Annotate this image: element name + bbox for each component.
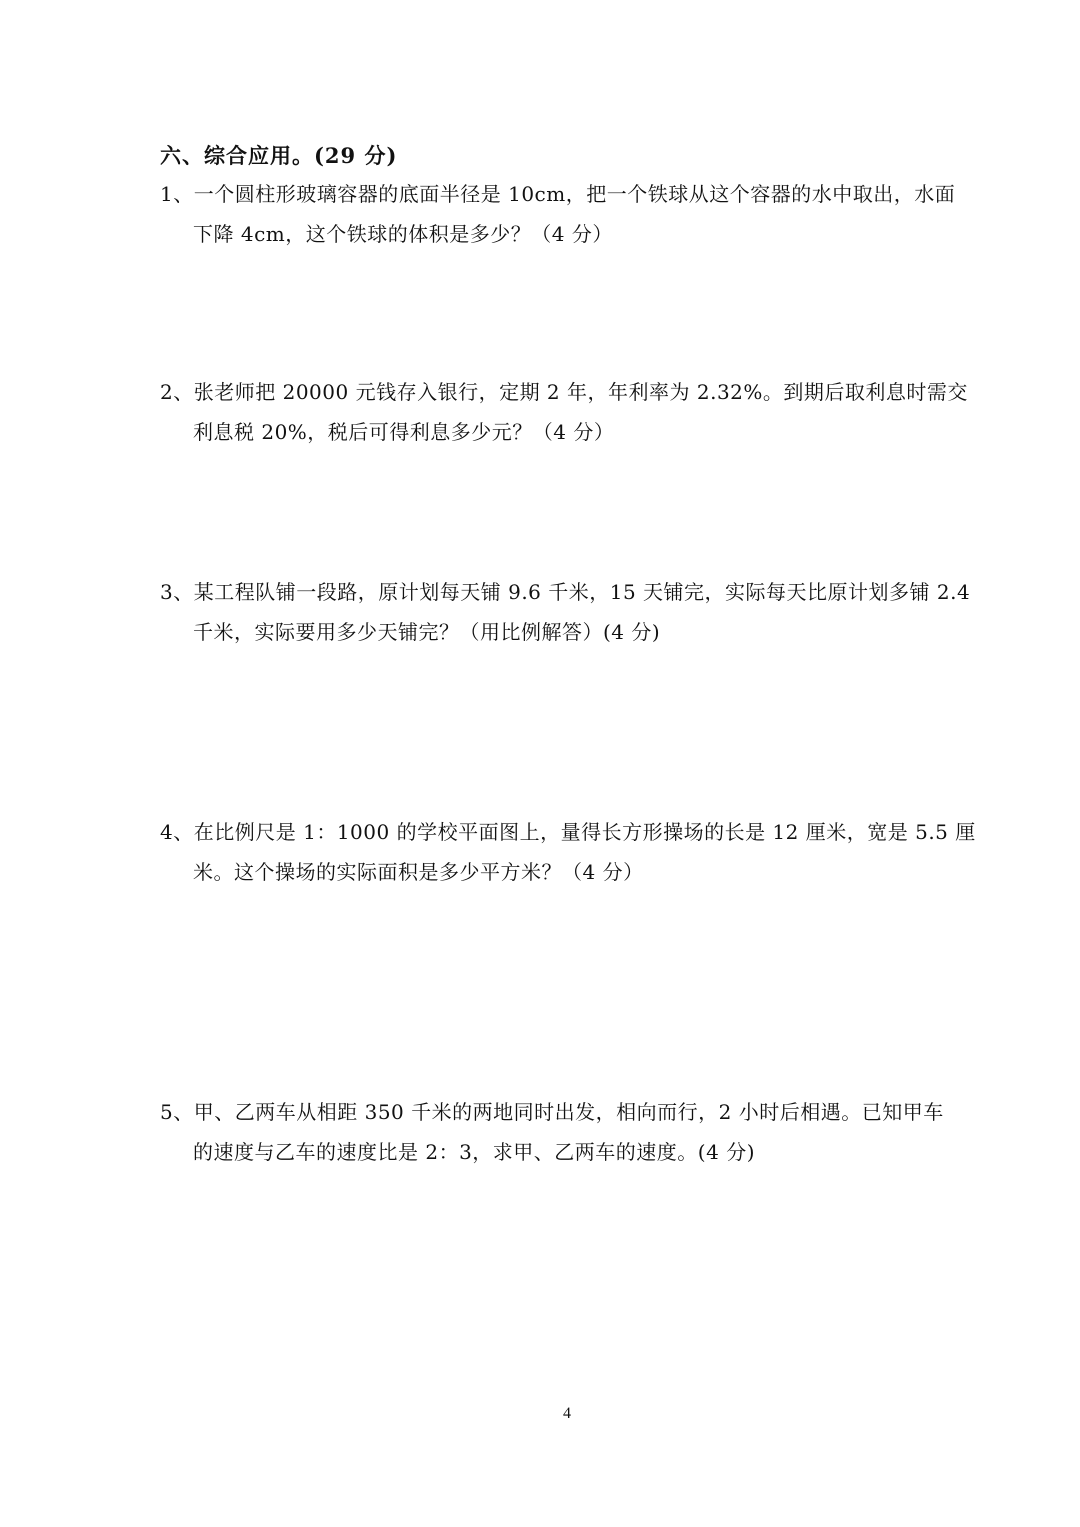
- question-2-line-2: 利息税 20%，税后可得利息多少元？（4 分）: [193, 420, 615, 444]
- question-text: 一个圆柱形玻璃容器的底面半径是 10cm，把一个铁球从这个容器的水中取出，水面: [193, 182, 956, 206]
- question-number: 4、: [160, 820, 194, 844]
- question-text: 张老师把 20000 元钱存入银行，定期 2 年，年利率为 2.32%。到期后取利息时需交: [193, 380, 968, 404]
- question-1: [160, 174, 980, 254]
- question-4: [160, 812, 980, 892]
- question-5-line-2: 的速度与乙车的速度比是 2：3，求甲、乙两车的速度。(4 分): [193, 1140, 755, 1164]
- question-1-line-1: [160, 174, 980, 214]
- question-2: [160, 372, 980, 452]
- question-5: [160, 1092, 980, 1172]
- question-3-line-2: 千米，实际要用多少天铺完？（用比例解答）(4 分): [193, 620, 661, 644]
- question-2-line-1: [160, 372, 980, 412]
- question-4-line-2: 米。这个操场的实际面积是多少平方米？（4 分）: [193, 860, 644, 884]
- question-3: [160, 572, 980, 652]
- question-text: 甲、乙两车从相距 350 千米的两地同时出发，相向而行，2 小时后相遇。已知甲车: [193, 1100, 944, 1124]
- question-number: 1、: [160, 182, 194, 206]
- question-1-line-2: 下降 4cm，这个铁球的体积是多少？（4 分）: [193, 222, 613, 246]
- page-number: 4: [563, 1405, 571, 1422]
- question-text: 某工程队铺一段路，原计划每天铺 9.6 千米，15 天铺完，实际每天比原计划多铺 2.4: [193, 580, 971, 604]
- question-5-line-1: [160, 1092, 980, 1132]
- question-number: 2、: [160, 380, 194, 404]
- question-number: 3、: [160, 580, 194, 604]
- question-4-line-1: [160, 812, 980, 852]
- question-number: 5、: [160, 1100, 194, 1124]
- section-title: 六、综合应用。(29 分): [160, 143, 398, 168]
- question-text: 在比例尺是 1：1000 的学校平面图上，量得长方形操场的长是 12 厘米，宽是 5.5 厘: [193, 820, 976, 844]
- question-3-line-1: [160, 572, 980, 612]
